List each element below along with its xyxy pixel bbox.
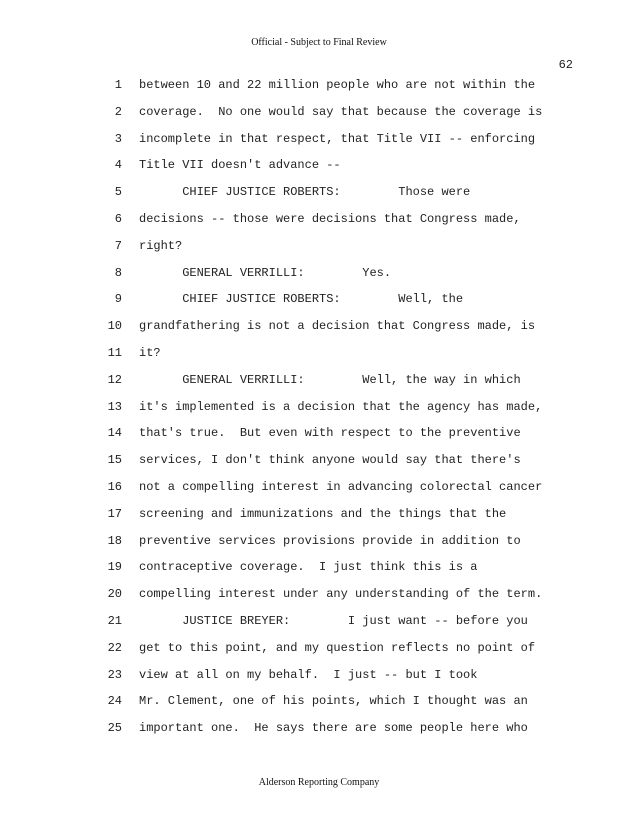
- transcript-line: [0, 641, 638, 668]
- transcript-line: [0, 694, 638, 721]
- line-number: 16: [107, 480, 122, 494]
- transcript-line: [0, 534, 638, 561]
- line-text: it's implemented is a decision that the agency has made,: [139, 399, 543, 414]
- line-number: 23: [107, 667, 122, 682]
- line-number: 9: [114, 292, 122, 307]
- transcript-line: [0, 346, 638, 373]
- line-text: that's true. But even with respect to the preventive: [139, 426, 521, 441]
- line-number: 22: [107, 640, 122, 655]
- line-text: contraceptive coverage. I just think this is a: [139, 560, 478, 575]
- line-number: 3: [114, 131, 122, 146]
- line-number: 13: [107, 399, 122, 414]
- transcript-line: [0, 78, 638, 105]
- line-number: 4: [114, 158, 122, 173]
- line-number: 25: [107, 721, 122, 736]
- line-number: 2: [114, 104, 122, 119]
- line-text: GENERAL VERRILLI: Well, the way in which: [139, 372, 521, 387]
- line-text: it?: [139, 346, 161, 360]
- line-text: Title VII doesn't advance --: [139, 158, 341, 173]
- transcript-line: [0, 319, 638, 346]
- line-number: 20: [107, 587, 122, 602]
- transcript-line: [0, 453, 638, 480]
- transcript-line: [0, 480, 638, 507]
- transcript-line: [0, 614, 638, 641]
- line-text: screening and immunizations and the things that the: [139, 506, 507, 521]
- line-text: compelling interest under any understanding of the term.: [139, 587, 543, 602]
- transcript-line: [0, 668, 638, 695]
- transcript-line: [0, 212, 638, 239]
- transcript-line: [0, 507, 638, 534]
- transcript-line: [0, 266, 638, 293]
- line-number: 21: [107, 614, 122, 628]
- line-text: right?: [139, 238, 183, 253]
- transcript-line: [0, 185, 638, 212]
- line-number: 14: [107, 426, 122, 441]
- line-number: 19: [107, 560, 122, 575]
- line-number: 8: [114, 265, 122, 280]
- line-text: view at all on my behalf. I just -- but I took: [139, 667, 478, 682]
- transcript-line: [0, 426, 638, 453]
- transcript-line: [0, 721, 638, 748]
- line-number: 24: [107, 694, 122, 709]
- line-number: 5: [114, 185, 122, 200]
- transcript-line: [0, 132, 638, 159]
- transcript-line: [0, 239, 638, 266]
- line-number: 17: [107, 506, 122, 521]
- page-footer: Alderson Reporting Company: [258, 777, 380, 788]
- transcript-line: [0, 560, 638, 587]
- transcript-line: [0, 373, 638, 400]
- line-text: get to this point, and my question reflects no point of: [139, 640, 536, 655]
- line-text: GENERAL VERRILLI: Yes.: [139, 265, 392, 280]
- line-text: Mr. Clement, one of his points, which I thought was an: [139, 694, 528, 709]
- line-number: 10: [107, 319, 122, 334]
- line-text: coverage. No one would say that because the coverage is: [139, 104, 543, 119]
- page-number: 62: [558, 58, 573, 72]
- line-number: 7: [114, 238, 122, 253]
- page-header: Official - Subject to Final Review: [251, 37, 387, 48]
- line-number: 11: [107, 346, 122, 360]
- line-number: 15: [107, 453, 122, 468]
- line-number: 12: [107, 372, 122, 387]
- line-text: between 10 and 22 million people who are not within the: [139, 78, 536, 92]
- line-number: 18: [107, 533, 122, 548]
- line-text: not a compelling interest in advancing colorectal cancer: [139, 480, 543, 494]
- transcript-line: [0, 587, 638, 614]
- line-text: services, I don't think anyone would say that there's: [139, 453, 521, 468]
- line-text: JUSTICE BREYER: I just want -- before you: [139, 614, 528, 628]
- line-number: 6: [114, 212, 122, 226]
- line-text: decisions -- those were decisions that Congress made,: [139, 212, 521, 226]
- line-text: preventive services provisions provide in addition to: [139, 533, 521, 548]
- transcript-line: [0, 400, 638, 427]
- transcript-line: [0, 292, 638, 319]
- transcript-line: [0, 105, 638, 132]
- line-text: CHIEF JUSTICE ROBERTS: Well, the: [139, 292, 464, 307]
- line-text: important one. He says there are some people here who: [139, 721, 528, 736]
- line-text: grandfathering is not a decision that Congress made, is: [139, 319, 536, 334]
- transcript-line: [0, 158, 638, 185]
- line-number: 1: [114, 78, 122, 92]
- line-text: incomplete in that respect, that Title VII -- enforcing: [139, 131, 536, 146]
- line-text: CHIEF JUSTICE ROBERTS: Those were: [139, 185, 471, 200]
